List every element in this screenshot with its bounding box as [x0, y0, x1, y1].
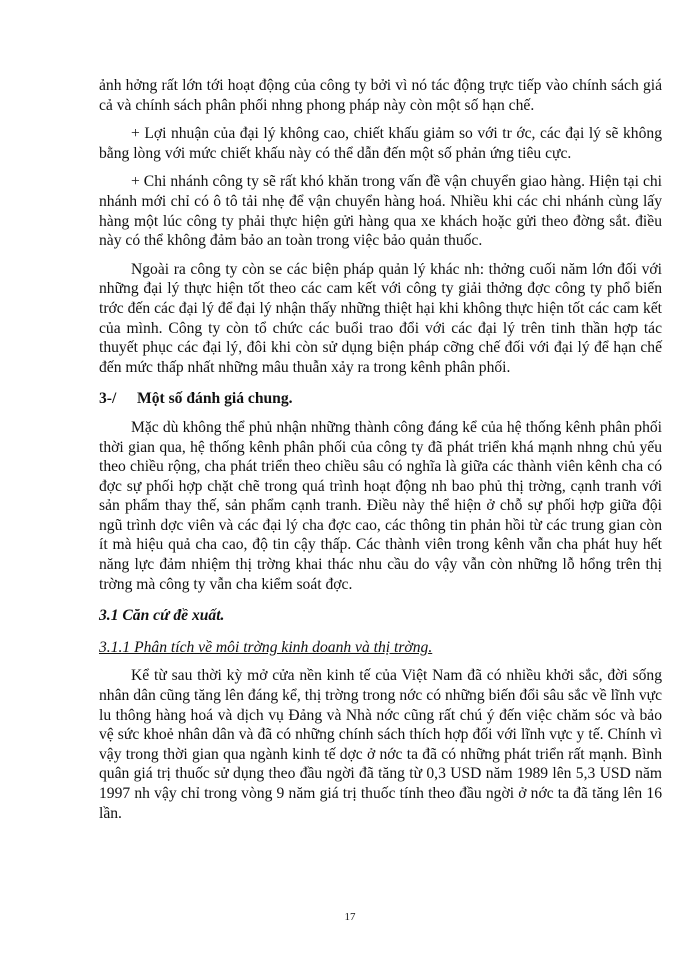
paragraph-agent-profit: + Lợi nhuận của đại lý không cao, chiết khấu giảm so với tr ớc, các đại lý sẽ không bằng lòng với mức chiết khấu này có thể dẫn đến một số phản ứng tiêu cực.: [99, 125, 662, 162]
subsection-heading: 3.1 Căn cứ đề xuất.: [99, 607, 225, 625]
document-body: [99, 76, 662, 823]
section-heading: [99, 389, 662, 409]
paragraph-continuation: ảnh hởng rất lớn tới hoạt động của công ty bởi vì nó tác động trực tiếp vào chính sách giá cả và chính sách phân phối nhng phong pháp này còn một số hạn chế.: [99, 77, 662, 114]
paragraph-branch-delivery: + Chi nhánh công ty sẽ rất khó khăn trong vấn đề vận chuyển giao hàng. Hiện tại chi nhánh mới chỉ có ô tô tải nhẹ để vận chuyển hàng hoá. Nhiều khi các chi nhánh cùng lấy hàng một lúc công ty phải thực hiện gửi hàng qua xe khách hoặc gửi theo đờng sắt. điều này có thể không đảm bảo an toàn trong việc bảo quản thuốc.: [99, 173, 662, 250]
subsubsection-heading: 3.1.1 Phân tích về môi trờng kinh doanh và thị trờng.: [99, 638, 433, 656]
paragraph-market-analysis: Kể từ sau thời kỳ mở cửa nền kinh tế của Việt Nam đã có nhiều khởi sắc, đời sống nhân dân cũng tăng lên đáng kể, thị trờng trong nớc có những biến đổi sâu sắc về lĩnh vực lu thông hàng hoá và dịch vụ Đảng và Nhà nớc cũng rất chú ý đến việc chăm sóc và bảo vệ sức khoẻ nhân dân và đã có những chính sách thích hợp đối với lĩnh vực y tế. Chính vì vậy trong thời gian qua ngành kinh tế dợc ở nớc ta đã có những phát triển rất mạnh. Bình quân giá trị thuốc sử dụng theo đầu ngời đã tăng từ 0,3 USD năm 1989 lên 5,3 USD năm 1997 nh vậy chỉ trong vòng 9 năm giá trị thuốc tính theo đầu ngời ở nớc ta đã tăng lên 16 lần.: [99, 667, 662, 822]
page-number: 17: [344, 911, 356, 923]
section-number: 3-/: [99, 390, 117, 408]
section-title: Một số đánh giá chung.: [137, 390, 293, 408]
paragraph-general-assessment: Mặc dù không thể phủ nhận những thành công đáng kể của hệ thống kênh phân phối thời gian qua, hệ thống kênh phân phối của công ty đã phát triển khá mạnh nhng chủ yếu theo chiều rộng, cha phát triển theo chiều sâu có nghĩa là giữa các thành viên kênh cha có đợc sự phối hợp chặt chẽ trong quá trình hoạt động nh bao phủ thị trờng, cạnh tranh với sản phẩm thay thế, sản phẩm cạnh tranh. Điều này thể hiện ở chỗ sự phối hợp giữa đội ngũ trình dợc viên và các đại lý cha đợc cao, các thông tin phản hồi từ các trung gian còn ít mà hiệu quả cha cao, độ tin cậy thấp. Các thành viên trong kênh vẫn cha phát huy hết năng lực đảm nhiệm thị trờng khai thác nhu cầu do vậy vẫn còn những lỗ hổng trên thị trờng mà công ty vẫn cha kiểm soát đợc.: [99, 418, 662, 593]
paragraph-other-measures: Ngoài ra công ty còn se các biện pháp quản lý khác nh: thởng cuối năm lớn đối với những đại lý thực hiện tốt theo các cam kết với công ty giải thởng đợc công ty phổ biến trớc đến các đại lý để đại lý nhận thấy những thiệt hại khi không thực hiện tốt các cam kết của mình. Công ty còn tổ chức các buổi trao đổi với các đại lý trên tinh thần hợp tác thuyết phục các đại lý, đôi khi còn sử dụng biện pháp cỡng chế đối với đại lý để hạn chế đến mức thấp nhất những mâu thuẫn xảy ra trong kênh phân phối.: [99, 260, 662, 376]
